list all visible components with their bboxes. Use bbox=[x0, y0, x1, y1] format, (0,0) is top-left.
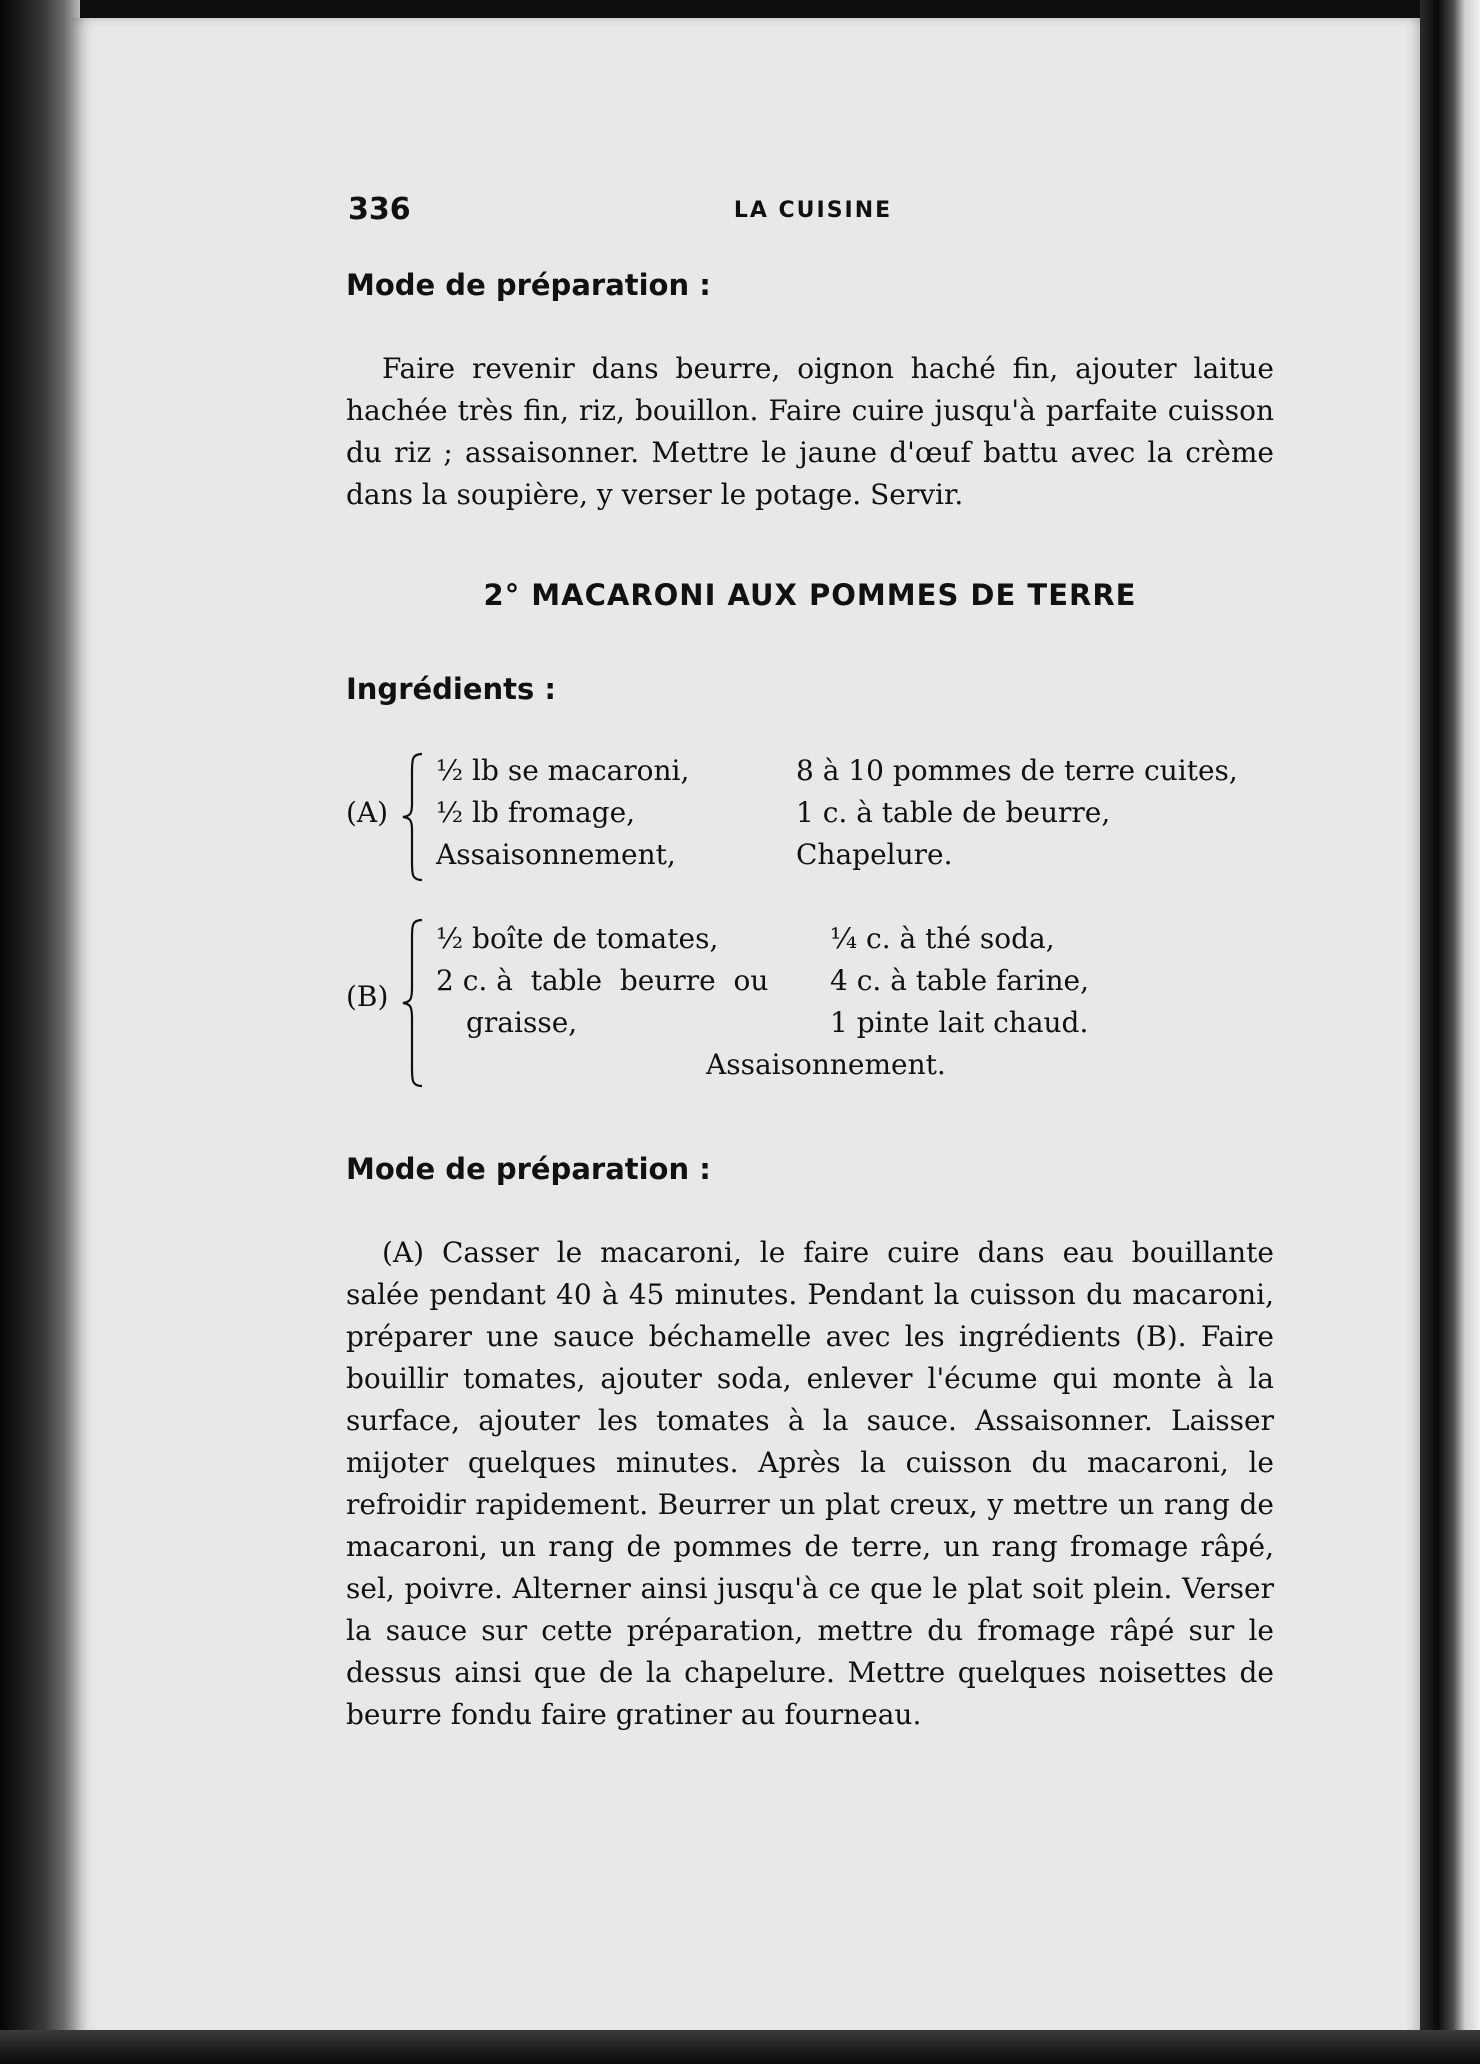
ingredient-a-left-3: Assaisonnement, bbox=[436, 838, 676, 871]
group-a-label: (A) bbox=[346, 796, 389, 829]
group-b-label: (B) bbox=[346, 980, 389, 1013]
book-bottom-edge bbox=[0, 2030, 1480, 2064]
ingredient-b-right-2: 4 c. à table farine, bbox=[830, 964, 1089, 997]
page-number: 336 bbox=[348, 192, 411, 227]
ingredient-b-center: Assaisonnement. bbox=[706, 1048, 946, 1081]
ingredients-heading: Ingrédients : bbox=[346, 672, 556, 706]
ingredient-b-left-1: ½ boîte de tomates, bbox=[436, 922, 719, 955]
ingredient-a-right-1: 8 à 10 pommes de terre cuites, bbox=[796, 754, 1238, 787]
book-left-edge bbox=[0, 0, 80, 2064]
ingredient-b-right-3: 1 pinte lait chaud. bbox=[830, 1006, 1089, 1039]
section-heading-preparation-2: Mode de préparation : bbox=[346, 1152, 711, 1186]
ingredient-a-right-3: Chapelure. bbox=[796, 838, 953, 871]
page-header bbox=[348, 192, 1278, 232]
group-b-brace bbox=[400, 918, 426, 1088]
ingredient-a-left-1: ½ lb se macaroni, bbox=[436, 754, 690, 787]
group-a-brace bbox=[400, 752, 426, 882]
ingredient-a-right-2: 1 c. à table de beurre, bbox=[796, 796, 1111, 829]
paragraph-text: (A) Casser le macaroni, le faire cuire dans eau bouillante salée pendant 40 à 45 minutes. Pendant la cuisson du macaroni, préparer une sauce béchamelle avec les ingrédients (B). Faire bouillir tomates, ajouter soda, enlever l'écume qui monte à la surface, ajouter les tomates à la sauce. Assaisonner. Laisser mijoter quelques minutes. Après la cuisson du macaroni, le refroidir rapidement. Beurrer un plat creux, y mettre un rang de macaroni, un rang de pommes de terre, un rang fromage râpé, sel, poivre. Alterner ainsi jusqu'à ce que le plat soit plein. Verser la sauce sur cette préparation, mettre du fromage râpé sur le dessus ainsi que de la chapelure. Mettre quelques noisettes de beurre fondu faire gratiner au fourneau. bbox=[346, 1236, 1274, 1731]
section-paragraph-preparation bbox=[346, 348, 1274, 516]
running-head: LA CUISINE bbox=[733, 198, 893, 223]
ingredient-b-right-1: ¼ c. à thé soda, bbox=[830, 922, 1055, 955]
paragraph-text: Faire revenir dans beurre, oignon haché fin, ajouter laitue hachée très fin, riz, bouillon. Faire cuire jusqu'à parfaite cuisson du riz ; assaisonner. Mettre le jaune d'œuf battu avec la crème dans la soupière, y verser le potage. Servir. bbox=[346, 352, 1274, 511]
section-heading-preparation: Mode de préparation : bbox=[346, 268, 711, 302]
ingredient-b-left-2: 2 c. à table beurre ou bbox=[436, 964, 769, 997]
ingredient-b-left-3: graisse, bbox=[466, 1006, 578, 1039]
ingredient-a-left-2: ½ lb fromage, bbox=[436, 796, 636, 829]
section-paragraph-preparation-2 bbox=[346, 1232, 1274, 1736]
recipe-title: 2° MACARONI AUX POMMES DE TERRE bbox=[483, 578, 1137, 612]
book-right-edge bbox=[1420, 0, 1480, 2064]
